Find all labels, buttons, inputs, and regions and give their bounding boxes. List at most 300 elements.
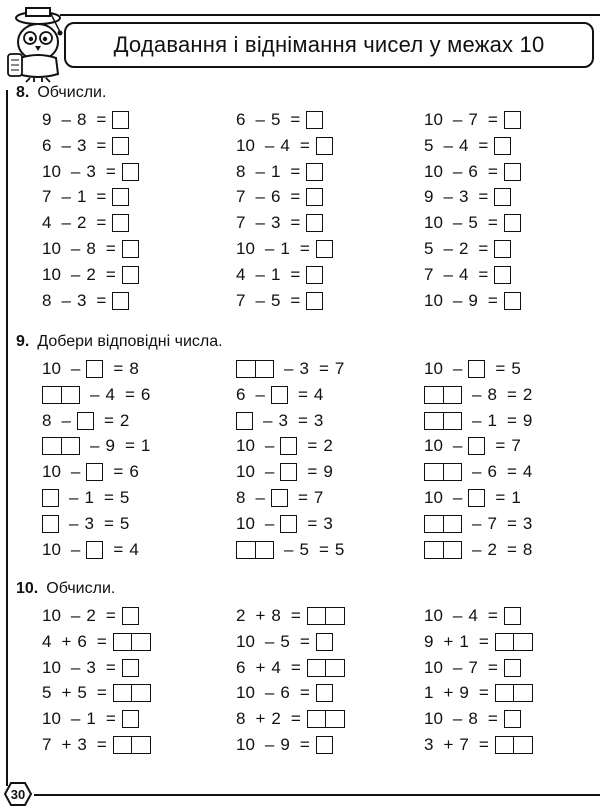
two-digit-answer-box[interactable]	[113, 736, 151, 754]
two-digit-answer-box[interactable]	[236, 541, 274, 559]
equation-row	[424, 734, 539, 756]
two-digit-answer-box[interactable]	[424, 412, 462, 430]
operator: =	[495, 436, 506, 456]
equation-row	[424, 539, 538, 561]
bottom-border	[34, 794, 600, 796]
operator: =	[506, 410, 517, 430]
operator: +	[61, 631, 72, 651]
number: 2	[76, 213, 87, 233]
operator: +	[443, 683, 454, 703]
number: 3	[299, 359, 309, 378]
equation-row	[42, 264, 145, 286]
operator: –	[264, 683, 275, 703]
operator: =	[299, 683, 310, 703]
operator: –	[263, 410, 273, 430]
number: 1	[511, 488, 521, 507]
number: 10	[236, 462, 255, 482]
number: 6	[140, 384, 151, 404]
operator: –	[69, 488, 79, 507]
equation-row	[236, 186, 329, 208]
operator: =	[96, 735, 107, 754]
number: 3	[278, 410, 288, 430]
number: 2	[236, 606, 246, 625]
number: 10	[236, 135, 255, 155]
operator: –	[452, 213, 463, 233]
number: 8	[42, 290, 52, 310]
equation-row	[424, 682, 539, 704]
number: 4	[280, 135, 290, 155]
answer-box[interactable]	[42, 489, 59, 507]
answer-box[interactable]	[306, 188, 323, 206]
number: 4	[271, 657, 281, 677]
number: 1	[86, 709, 96, 729]
answer-box[interactable]	[271, 489, 288, 507]
equation-row	[424, 358, 527, 380]
operator: –	[70, 359, 81, 378]
answer-box[interactable]	[86, 541, 103, 559]
answer-box[interactable]	[504, 163, 521, 181]
operator: =	[299, 735, 310, 754]
operator: =	[506, 539, 517, 559]
number: 3	[84, 513, 94, 533]
answer-box[interactable]	[280, 515, 297, 533]
operator: +	[61, 683, 72, 703]
equation-row	[424, 161, 527, 183]
answer-box[interactable]	[112, 214, 129, 232]
number: 2	[522, 384, 533, 404]
equation-row	[42, 513, 135, 535]
answer-box[interactable]	[494, 266, 511, 284]
number: 8	[129, 359, 139, 378]
operator: =	[103, 410, 114, 430]
number: 4	[42, 631, 52, 651]
number: 10	[424, 488, 443, 507]
number: 2	[323, 436, 333, 456]
number: 10	[424, 110, 443, 129]
operator: =	[290, 709, 301, 729]
number: 2	[271, 709, 281, 729]
answer-box[interactable]	[316, 684, 333, 702]
answer-box[interactable]	[122, 710, 139, 728]
number: 3	[86, 161, 96, 181]
answer-box[interactable]	[316, 240, 333, 258]
number: 8	[468, 709, 478, 729]
left-border	[6, 90, 8, 786]
number: 1	[270, 264, 281, 284]
section-9-instruction: Добери відповідні числа.	[37, 333, 223, 350]
number: 4	[313, 384, 324, 404]
equation-row	[424, 384, 538, 406]
operator: =	[96, 110, 107, 129]
answer-box[interactable]	[112, 188, 129, 206]
operator: =	[297, 384, 308, 404]
number: 1	[459, 631, 469, 651]
operator: =	[96, 213, 107, 233]
operator: –	[472, 384, 482, 404]
operator: =	[478, 135, 489, 155]
number: 7	[334, 359, 345, 378]
number: 7	[42, 735, 52, 754]
number: 10	[424, 709, 443, 729]
equation-row	[42, 384, 156, 406]
operator: –	[70, 239, 81, 258]
operator: =	[96, 683, 107, 703]
number: 7	[236, 290, 246, 310]
number: 6	[129, 462, 139, 482]
two-digit-answer-box[interactable]	[307, 710, 345, 728]
answer-box[interactable]	[306, 111, 323, 129]
operator: =	[113, 462, 124, 482]
two-digit-answer-box[interactable]	[424, 541, 462, 559]
operator: =	[478, 239, 489, 258]
answer-box[interactable]	[494, 240, 511, 258]
answer-box[interactable]	[280, 463, 297, 481]
operator: –	[264, 135, 275, 155]
number: 8	[271, 606, 281, 625]
number: 7	[487, 513, 497, 533]
number: 7	[42, 187, 52, 207]
operator: –	[284, 539, 294, 559]
equation-row	[424, 212, 527, 234]
operator: =	[297, 488, 308, 507]
operator: =	[299, 239, 310, 258]
operator: =	[290, 290, 301, 310]
equation-row	[42, 682, 157, 704]
number: 6	[236, 110, 246, 129]
number: 10	[424, 161, 443, 181]
equation-row	[42, 708, 145, 730]
operator: –	[452, 606, 463, 625]
number: 2	[487, 539, 497, 559]
operator: =	[487, 110, 498, 129]
number: 3	[76, 135, 87, 155]
operator: –	[70, 606, 81, 625]
operator: –	[452, 359, 463, 378]
two-digit-answer-box[interactable]	[495, 736, 533, 754]
operator: =	[96, 187, 107, 207]
number: 6	[468, 161, 478, 181]
equation-row	[42, 186, 135, 208]
number: 8	[42, 410, 52, 430]
number: 10	[42, 539, 61, 559]
operator: –	[255, 488, 265, 507]
operator: =	[105, 606, 116, 625]
equation-row	[42, 631, 157, 653]
number: 6	[236, 384, 246, 404]
two-digit-answer-box[interactable]	[42, 386, 80, 404]
answer-box[interactable]	[306, 163, 323, 181]
number: 6	[42, 135, 52, 155]
operator: =	[297, 410, 308, 430]
answer-box[interactable]	[504, 659, 521, 677]
equation-row	[424, 708, 527, 730]
equation-row	[42, 605, 145, 627]
equation-row	[236, 461, 339, 483]
answer-box[interactable]	[122, 240, 139, 258]
number: 9	[522, 410, 533, 430]
number: 4	[105, 384, 115, 404]
number: 8	[236, 488, 246, 507]
operator: –	[284, 359, 294, 378]
answer-box[interactable]	[468, 360, 485, 378]
number: 5	[424, 135, 434, 155]
equation-row	[236, 682, 339, 704]
number: 2	[86, 606, 96, 625]
equation-row	[236, 290, 329, 312]
number: 8	[86, 239, 96, 258]
answer-box[interactable]	[122, 266, 139, 284]
operator: –	[452, 290, 463, 310]
answer-box[interactable]	[112, 292, 129, 310]
answer-box[interactable]	[504, 607, 521, 625]
number: 1	[424, 683, 434, 703]
operator: =	[290, 264, 301, 284]
number: 9	[424, 631, 434, 651]
operator: =	[290, 110, 301, 129]
answer-box[interactable]	[306, 214, 323, 232]
section-10-header	[16, 580, 115, 598]
page-title: Додавання і віднімання чисел у межах 10	[113, 32, 545, 57]
number: 5	[270, 290, 281, 310]
operator: =	[487, 213, 498, 233]
equation-row	[424, 410, 538, 432]
number: 2	[458, 239, 469, 258]
number: 9	[468, 290, 478, 310]
answer-box[interactable]	[306, 266, 323, 284]
equation-row	[424, 109, 527, 131]
operator: –	[70, 161, 81, 181]
operator: +	[255, 709, 266, 729]
number: 3	[270, 213, 281, 233]
answer-box[interactable]	[236, 412, 253, 430]
operator: =	[495, 359, 506, 378]
operator: –	[255, 264, 265, 284]
answer-box[interactable]	[468, 437, 485, 455]
operator: =	[506, 462, 517, 482]
number: 8	[76, 110, 87, 129]
number: 10	[42, 161, 61, 181]
answer-box[interactable]	[122, 607, 139, 625]
number: 9	[424, 187, 434, 207]
two-digit-answer-box[interactable]	[495, 633, 533, 651]
number: 7	[424, 264, 434, 284]
operator: –	[452, 657, 463, 677]
number: 9	[459, 683, 469, 703]
answer-box[interactable]	[271, 386, 288, 404]
answer-box[interactable]	[86, 463, 103, 481]
number: 7	[468, 657, 478, 677]
operator: =	[487, 161, 498, 181]
two-digit-answer-box[interactable]	[113, 684, 151, 702]
section-8-number: 8.	[16, 84, 30, 101]
operator: –	[452, 161, 463, 181]
two-digit-answer-box[interactable]	[495, 684, 533, 702]
operator: –	[255, 213, 265, 233]
number: 1	[84, 488, 94, 507]
number: 5	[334, 539, 345, 559]
number: 10	[42, 709, 61, 729]
number: 4	[458, 135, 469, 155]
operator: –	[264, 436, 275, 456]
operator: +	[443, 735, 454, 754]
equation-row	[42, 435, 156, 457]
operator: –	[61, 410, 71, 430]
answer-box[interactable]	[504, 710, 521, 728]
number: 8	[236, 161, 246, 181]
equation-row	[236, 212, 329, 234]
answer-box[interactable]	[316, 137, 333, 155]
answer-box[interactable]	[494, 137, 511, 155]
operator: =	[478, 735, 489, 754]
operator: =	[105, 239, 116, 258]
two-digit-answer-box[interactable]	[113, 633, 151, 651]
answer-box[interactable]	[86, 360, 103, 378]
operator: –	[443, 239, 453, 258]
operator: –	[264, 239, 275, 258]
two-digit-answer-box[interactable]	[236, 360, 274, 378]
answer-box[interactable]	[504, 292, 521, 310]
number: 2	[86, 264, 96, 284]
number: 6	[280, 683, 290, 703]
operator: –	[255, 187, 265, 207]
operator: –	[90, 384, 100, 404]
answer-box[interactable]	[316, 633, 333, 651]
two-digit-answer-box[interactable]	[307, 607, 345, 625]
number: 9	[280, 735, 290, 754]
operator: –	[69, 513, 79, 533]
answer-box[interactable]	[504, 214, 521, 232]
number: 10	[424, 436, 443, 456]
operator: =	[105, 264, 116, 284]
number: 10	[424, 213, 443, 233]
answer-box[interactable]	[316, 736, 333, 754]
answer-box[interactable]	[77, 412, 94, 430]
number: 6	[236, 657, 246, 677]
equation-row	[42, 487, 135, 509]
operator: =	[318, 359, 329, 378]
operator: =	[487, 709, 498, 729]
equation-row	[236, 513, 339, 535]
two-digit-answer-box[interactable]	[424, 463, 462, 481]
number: 10	[236, 436, 255, 456]
equation-row	[42, 212, 135, 234]
number: 6	[487, 462, 497, 482]
number: 10	[236, 683, 255, 703]
two-digit-answer-box[interactable]	[424, 386, 462, 404]
operator: =	[299, 135, 310, 155]
section-10-number: 10.	[16, 580, 39, 597]
operator: =	[290, 213, 301, 233]
operator: =	[478, 187, 489, 207]
operator: +	[255, 606, 266, 625]
number: 9	[323, 462, 333, 482]
section-9-number: 9.	[16, 333, 30, 350]
answer-box[interactable]	[42, 515, 59, 533]
operator: –	[70, 539, 81, 559]
number: 4	[522, 462, 533, 482]
answer-box[interactable]	[122, 659, 139, 677]
operator: –	[255, 384, 265, 404]
number: 8	[487, 384, 497, 404]
operator: =	[96, 631, 107, 651]
equation-row	[42, 410, 135, 432]
answer-box[interactable]	[112, 137, 129, 155]
operator: +	[61, 735, 72, 754]
operator: –	[70, 709, 81, 729]
equation-row	[236, 605, 351, 627]
answer-box[interactable]	[306, 292, 323, 310]
number: 8	[236, 709, 246, 729]
operator: –	[61, 110, 71, 129]
answer-box[interactable]	[122, 163, 139, 181]
number: 10	[236, 631, 255, 651]
answer-box[interactable]	[494, 188, 511, 206]
operator: –	[443, 187, 453, 207]
equation-row	[424, 238, 517, 260]
answer-box[interactable]	[112, 111, 129, 129]
number: 5	[270, 110, 281, 129]
operator: –	[264, 462, 275, 482]
equation-row	[236, 708, 351, 730]
operator: =	[96, 135, 107, 155]
two-digit-answer-box[interactable]	[307, 659, 345, 677]
number: 5	[424, 239, 434, 258]
operator: =	[105, 161, 116, 181]
number: 10	[42, 359, 61, 378]
operator: –	[255, 161, 265, 181]
number: 10	[236, 735, 255, 754]
operator: –	[264, 513, 275, 533]
answer-box[interactable]	[504, 111, 521, 129]
equation-row	[424, 461, 538, 483]
number: 3	[522, 513, 533, 533]
answer-box[interactable]	[280, 437, 297, 455]
operator: =	[318, 539, 329, 559]
number: 4	[42, 213, 52, 233]
operator: =	[478, 683, 489, 703]
two-digit-answer-box[interactable]	[424, 515, 462, 533]
number: 3	[313, 410, 324, 430]
operator: +	[255, 657, 266, 677]
number: 3	[77, 735, 87, 754]
operator: =	[113, 359, 124, 378]
number: 10	[424, 657, 443, 677]
operator: =	[96, 290, 107, 310]
equation-row	[236, 135, 339, 157]
page-number: 30	[10, 786, 26, 802]
equation-row	[236, 657, 351, 679]
number: 5	[119, 488, 130, 507]
two-digit-answer-box[interactable]	[42, 437, 80, 455]
operator: –	[472, 513, 482, 533]
operator: –	[61, 187, 71, 207]
equation-row	[236, 410, 329, 432]
answer-box[interactable]	[468, 489, 485, 507]
equation-row	[424, 135, 517, 157]
equation-row	[424, 657, 527, 679]
number: 9	[105, 436, 115, 456]
title-banner	[64, 22, 594, 68]
number: 1	[76, 187, 87, 207]
operator: =	[478, 264, 489, 284]
operator: –	[452, 110, 463, 129]
top-border	[60, 14, 600, 16]
number: 5	[299, 539, 309, 559]
number: 3	[323, 513, 333, 533]
number: 10	[42, 264, 61, 284]
equation-row	[424, 487, 527, 509]
operator: –	[443, 135, 453, 155]
